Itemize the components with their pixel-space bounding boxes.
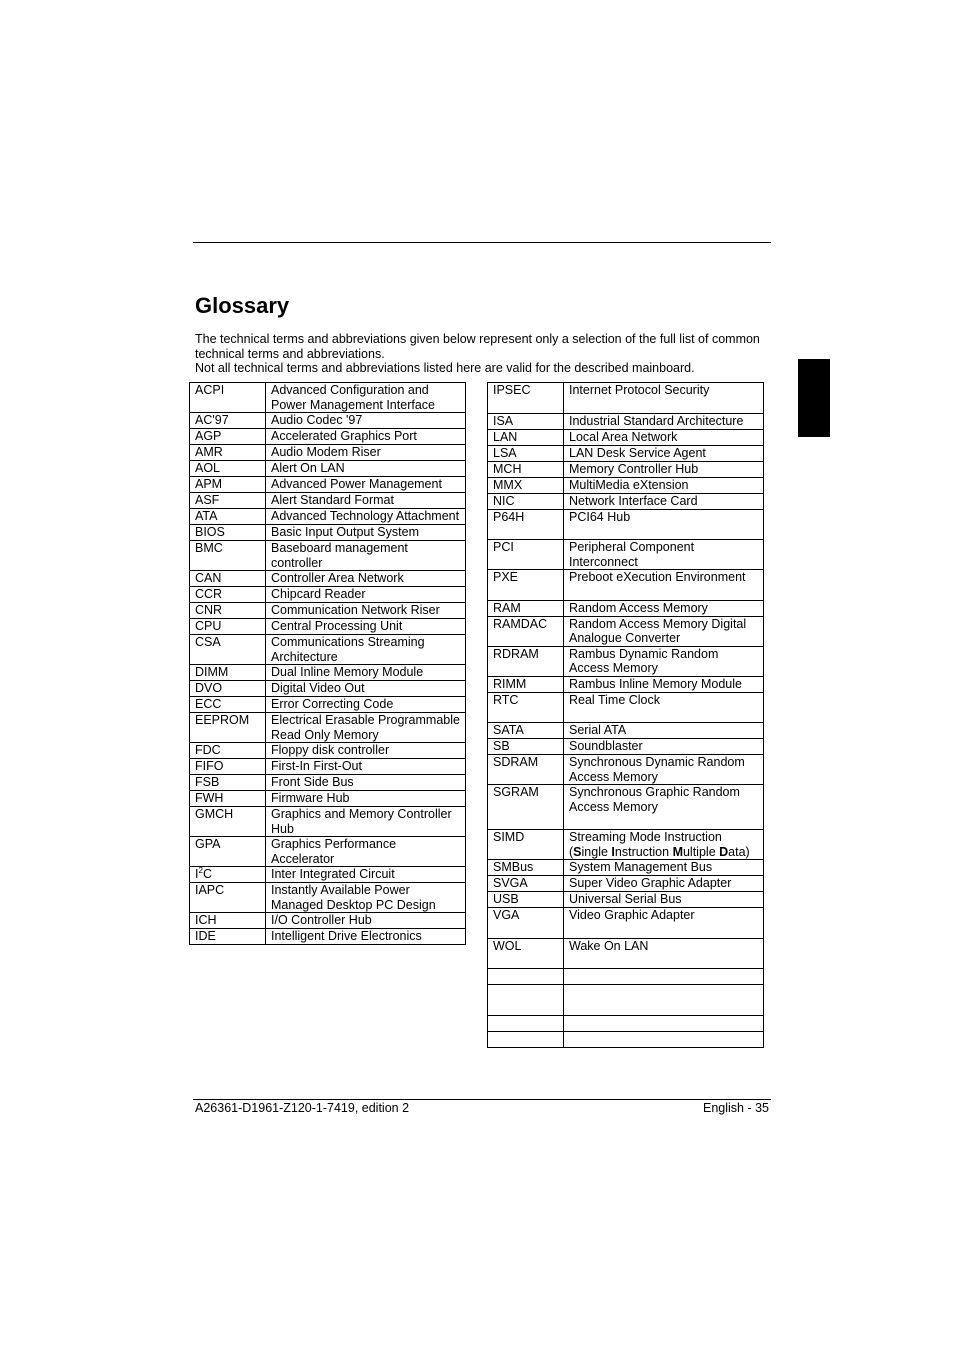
- glossary-row: [190, 867, 466, 883]
- glossary-definition: Advanced Configuration and Power Management Interface: [266, 383, 466, 413]
- glossary-row: [488, 892, 764, 908]
- glossary-row: [488, 985, 764, 1016]
- glossary-row: [190, 413, 466, 429]
- glossary-row: [488, 739, 764, 755]
- glossary-definition: Accelerated Graphics Port: [266, 429, 466, 445]
- glossary-term: RAM: [488, 600, 564, 616]
- glossary-row: [488, 509, 764, 540]
- simd-definition-segment: Streaming Mode Instruction (: [569, 830, 722, 859]
- glossary-row: [488, 477, 764, 493]
- simd-definition-segment: M: [672, 844, 683, 859]
- glossary-row: [488, 413, 764, 429]
- glossary-term: PXE: [488, 570, 564, 601]
- simd-definition-segment: ata): [728, 844, 750, 859]
- glossary-term: LAN: [488, 429, 564, 445]
- glossary-row: [190, 807, 466, 837]
- glossary-row: [190, 913, 466, 929]
- glossary-definition: Basic Input Output System: [266, 525, 466, 541]
- glossary-definition: Wake On LAN: [564, 938, 764, 969]
- glossary-term: APM: [190, 477, 266, 493]
- glossary-row: [488, 938, 764, 969]
- footer-rule: [193, 1099, 771, 1100]
- glossary-term: [488, 969, 564, 985]
- glossary-definition: Local Area Network: [564, 429, 764, 445]
- glossary-row: [190, 791, 466, 807]
- glossary-term: GMCH: [190, 807, 266, 837]
- glossary-term: SMBus: [488, 860, 564, 876]
- glossary-row: [190, 587, 466, 603]
- glossary-row: [488, 830, 764, 860]
- glossary-term: VGA: [488, 908, 564, 939]
- glossary-term: ASF: [190, 493, 266, 509]
- glossary-term: USB: [488, 892, 564, 908]
- glossary-row: [190, 603, 466, 619]
- glossary-row: [190, 509, 466, 525]
- glossary-definition: Peripheral Component Interconnect: [564, 540, 764, 570]
- glossary-row: [488, 383, 764, 414]
- glossary-term: [488, 1031, 564, 1047]
- glossary-term: MMX: [488, 477, 564, 493]
- glossary-definition: [564, 969, 764, 985]
- glossary-row: [488, 723, 764, 739]
- glossary-row: [488, 1031, 764, 1047]
- glossary-definition: Central Processing Unit: [266, 619, 466, 635]
- glossary-term: BIOS: [190, 525, 266, 541]
- glossary-term: CAN: [190, 571, 266, 587]
- glossary-term: PCI: [488, 540, 564, 570]
- glossary-term: AOL: [190, 461, 266, 477]
- glossary-row: [488, 676, 764, 692]
- glossary-term: MCH: [488, 461, 564, 477]
- glossary-row: [488, 860, 764, 876]
- glossary-row: [190, 445, 466, 461]
- glossary-definition: Universal Serial Bus: [564, 892, 764, 908]
- glossary-row: [488, 570, 764, 601]
- glossary-definition: Alert Standard Format: [266, 493, 466, 509]
- glossary-row: [190, 759, 466, 775]
- glossary-definition: Baseboard management controller: [266, 541, 466, 571]
- header-rule: [193, 242, 771, 243]
- glossary-term: FDC: [190, 743, 266, 759]
- glossary-row: [190, 383, 466, 413]
- language-tab-marker: [798, 359, 830, 437]
- glossary-definition: Advanced Technology Attachment: [266, 509, 466, 525]
- glossary-term: WOL: [488, 938, 564, 969]
- glossary-term: ACPI: [190, 383, 266, 413]
- glossary-row: [190, 883, 466, 913]
- glossary-definition: Alert On LAN: [266, 461, 466, 477]
- glossary-definition: Preboot eXecution Environment: [564, 570, 764, 601]
- glossary-term: SATA: [488, 723, 564, 739]
- glossary-term: SDRAM: [488, 755, 564, 785]
- glossary-term: P64H: [488, 509, 564, 540]
- glossary-term: RDRAM: [488, 646, 564, 676]
- glossary-row: [190, 477, 466, 493]
- glossary-definition: MultiMedia eXtension: [564, 477, 764, 493]
- glossary-row: [488, 908, 764, 939]
- glossary-row: [190, 665, 466, 681]
- glossary-table-right: [487, 382, 764, 1048]
- glossary-row: [488, 445, 764, 461]
- glossary-definition: Electrical Erasable Programmable Read Only Memory: [266, 713, 466, 743]
- glossary-definition: Industrial Standard Architecture: [564, 413, 764, 429]
- glossary-term: CCR: [190, 587, 266, 603]
- glossary-term: RIMM: [488, 676, 564, 692]
- glossary-definition: Controller Area Network: [266, 571, 466, 587]
- glossary-definition: Digital Video Out: [266, 681, 466, 697]
- glossary-term: RAMDAC: [488, 616, 564, 646]
- glossary-definition: [564, 830, 764, 860]
- glossary-row: [190, 541, 466, 571]
- glossary-definition: Graphics and Memory Controller Hub: [266, 807, 466, 837]
- glossary-definition: Instantly Available Power Managed Desktop PC Design: [266, 883, 466, 913]
- simd-definition-segment: D: [719, 844, 729, 859]
- glossary-term: [488, 1015, 564, 1031]
- glossary-term: AC'97: [190, 413, 266, 429]
- glossary-term: [488, 985, 564, 1016]
- glossary-definition: [564, 1031, 764, 1047]
- glossary-term: IDE: [190, 929, 266, 945]
- glossary-row: [190, 493, 466, 509]
- glossary-definition: Inter Integrated Circuit: [266, 867, 466, 883]
- glossary-definition: Error Correcting Code: [266, 697, 466, 713]
- glossary-definition: System Management Bus: [564, 860, 764, 876]
- glossary-row: [488, 646, 764, 676]
- glossary-definition: Video Graphic Adapter: [564, 908, 764, 939]
- glossary-definition: Random Access Memory: [564, 600, 764, 616]
- page-number: English - 35: [702, 1101, 769, 1115]
- glossary-term: NIC: [488, 493, 564, 509]
- glossary-definition: LAN Desk Service Agent: [564, 445, 764, 461]
- glossary-row: [488, 755, 764, 785]
- glossary-definition: Memory Controller Hub: [564, 461, 764, 477]
- glossary-row: [190, 697, 466, 713]
- glossary-term: FIFO: [190, 759, 266, 775]
- glossary-term: DVO: [190, 681, 266, 697]
- glossary-definition: [564, 1015, 764, 1031]
- glossary-definition: Chipcard Reader: [266, 587, 466, 603]
- glossary-definition: Rambus Dynamic Random Access Memory: [564, 646, 764, 676]
- glossary-row: [488, 461, 764, 477]
- intro-paragraph: The technical terms and abbreviations given below represent only a selection of the full list of common technical terms and abbreviations.: [195, 332, 760, 361]
- glossary-definition: Audio Modem Riser: [266, 445, 466, 461]
- simd-definition-segment: nstruction: [614, 844, 673, 859]
- glossary-definition: Advanced Power Management: [266, 477, 466, 493]
- glossary-row: [488, 969, 764, 985]
- glossary-table-left: [189, 382, 466, 945]
- glossary-term: ATA: [190, 509, 266, 525]
- glossary-definition: Real Time Clock: [564, 692, 764, 723]
- simd-definition-segment: ingle: [581, 844, 612, 859]
- glossary-row: [190, 713, 466, 743]
- page-title: Glossary: [195, 293, 290, 318]
- glossary-definition: Audio Codec '97: [266, 413, 466, 429]
- glossary-definition: Rambus Inline Memory Module: [564, 676, 764, 692]
- glossary-definition: Super Video Graphic Adapter: [564, 876, 764, 892]
- glossary-row: [488, 692, 764, 723]
- simd-definition-segment: ultiple: [682, 844, 720, 859]
- glossary-definition: First-In First-Out: [266, 759, 466, 775]
- glossary-row: [190, 681, 466, 697]
- glossary-definition: Floppy disk controller: [266, 743, 466, 759]
- glossary-row: [488, 429, 764, 445]
- glossary-definition: Graphics Performance Accelerator: [266, 837, 466, 867]
- glossary-term: [190, 867, 266, 883]
- glossary-term: CNR: [190, 603, 266, 619]
- glossary-term: SGRAM: [488, 785, 564, 830]
- glossary-definition: Front Side Bus: [266, 775, 466, 791]
- glossary-term: GPA: [190, 837, 266, 867]
- glossary-definition: Network Interface Card: [564, 493, 764, 509]
- glossary-definition: Serial ATA: [564, 723, 764, 739]
- glossary-row: [190, 525, 466, 541]
- glossary-definition: I/O Controller Hub: [266, 913, 466, 929]
- glossary-term: BMC: [190, 541, 266, 571]
- simd-definition-segment: S: [573, 844, 582, 859]
- glossary-row: [488, 876, 764, 892]
- glossary-definition: Dual Inline Memory Module: [266, 665, 466, 681]
- glossary-row: [190, 775, 466, 791]
- glossary-definition: Communications Streaming Architecture: [266, 635, 466, 665]
- simd-definition-segment: I: [611, 844, 615, 859]
- i2c-superscript: 2: [198, 866, 203, 875]
- glossary-row: [488, 493, 764, 509]
- i2c-rest: C: [202, 867, 212, 881]
- glossary-row: [190, 743, 466, 759]
- i2c-base: I: [195, 867, 199, 881]
- document-number: A26361-D1961-Z120-1-7419, edition 2: [195, 1101, 410, 1115]
- glossary-term: LSA: [488, 445, 564, 461]
- glossary-row: [190, 635, 466, 665]
- glossary-definition: [564, 985, 764, 1016]
- glossary-row: [488, 785, 764, 830]
- intro-text: [195, 332, 775, 376]
- glossary-definition: Random Access Memory Digital Analogue Converter: [564, 616, 764, 646]
- glossary-definition: PCI64 Hub: [564, 509, 764, 540]
- glossary-term: EEPROM: [190, 713, 266, 743]
- glossary-row: [190, 837, 466, 867]
- glossary-term: SVGA: [488, 876, 564, 892]
- glossary-definition: Soundblaster: [564, 739, 764, 755]
- glossary-definition: Communication Network Riser: [266, 603, 466, 619]
- glossary-definition: Synchronous Graphic Random Access Memory: [564, 785, 764, 830]
- glossary-term: FSB: [190, 775, 266, 791]
- glossary-term: RTC: [488, 692, 564, 723]
- glossary-term: SIMD: [488, 830, 564, 860]
- glossary-row: [190, 571, 466, 587]
- glossary-row: [190, 429, 466, 445]
- glossary-row: [488, 1015, 764, 1031]
- glossary-term: DIMM: [190, 665, 266, 681]
- glossary-row: [488, 600, 764, 616]
- glossary-term: IAPC: [190, 883, 266, 913]
- glossary-term: AMR: [190, 445, 266, 461]
- glossary-definition: Synchronous Dynamic Random Access Memory: [564, 755, 764, 785]
- glossary-definition: Internet Protocol Security: [564, 383, 764, 414]
- glossary-term: SB: [488, 739, 564, 755]
- glossary-term: FWH: [190, 791, 266, 807]
- glossary-term: ECC: [190, 697, 266, 713]
- glossary-row: [190, 461, 466, 477]
- glossary-row: [190, 929, 466, 945]
- glossary-definition: Intelligent Drive Electronics: [266, 929, 466, 945]
- glossary-term: AGP: [190, 429, 266, 445]
- intro-paragraph: Not all technical terms and abbreviations listed here are valid for the described mainboard.: [195, 361, 695, 375]
- glossary-term: CSA: [190, 635, 266, 665]
- glossary-term: ICH: [190, 913, 266, 929]
- glossary-definition: Firmware Hub: [266, 791, 466, 807]
- glossary-row: [488, 616, 764, 646]
- glossary-term: ISA: [488, 413, 564, 429]
- glossary-row: [488, 540, 764, 570]
- glossary-term: CPU: [190, 619, 266, 635]
- glossary-term: IPSEC: [488, 383, 564, 414]
- glossary-row: [190, 619, 466, 635]
